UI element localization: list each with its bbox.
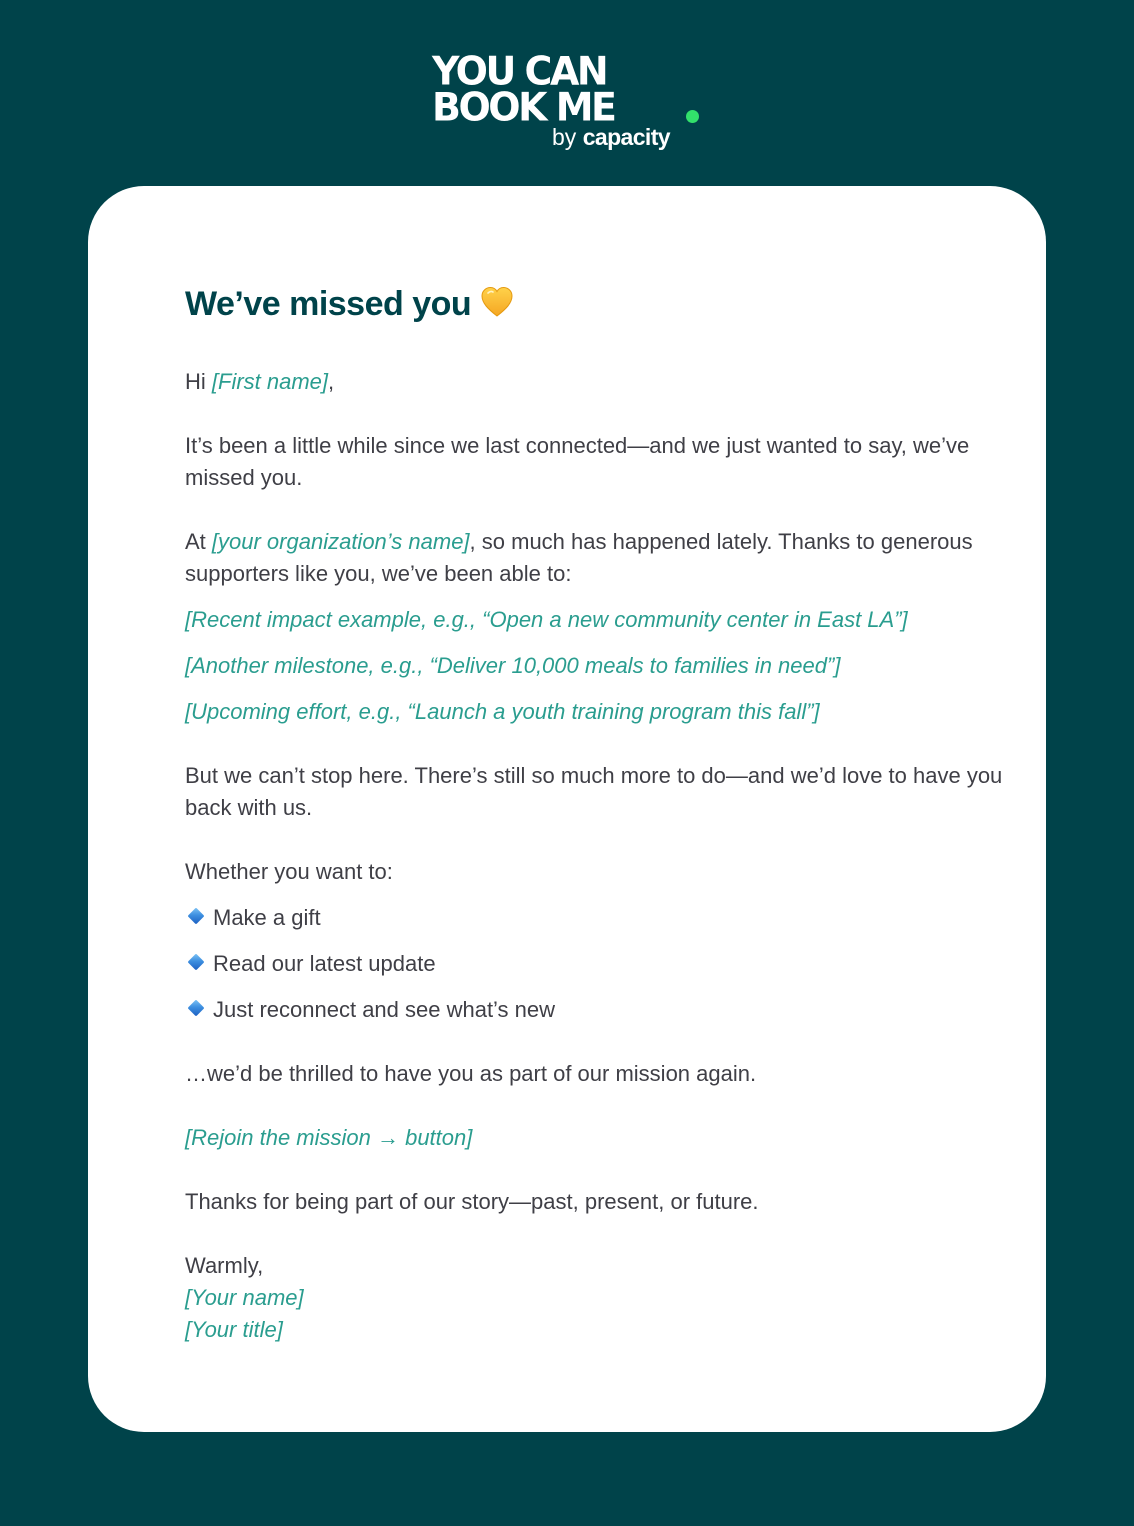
option-label: Just reconnect and see what’s new xyxy=(213,997,556,1022)
your-title-placeholder: [Your title] xyxy=(185,1317,283,1342)
option-item-2 xyxy=(185,948,1005,980)
impact-item-3: [Upcoming effort, e.g., “Launch a youth training program this fall”] xyxy=(185,699,820,724)
option-item-1 xyxy=(185,902,1005,934)
blue-diamond-icon xyxy=(188,1000,205,1017)
option-label: Make a gift xyxy=(213,905,321,930)
continue-paragraph: But we can’t stop here. There’s still so much more to do—and we’d love to have you back with us. xyxy=(185,763,1003,820)
logo-line-2: BOOK ME xyxy=(432,84,615,130)
intro-paragraph: It’s been a little while since we last connected—and we just wanted to say, we’ve missed you. xyxy=(185,433,970,490)
email-card xyxy=(88,186,1046,1432)
logo-by-text: by xyxy=(552,124,577,150)
first-name-placeholder: [First name] xyxy=(211,369,329,394)
thrilled-paragraph: …we’d be thrilled to have you as part of our mission again. xyxy=(185,1061,757,1086)
signoff: Warmly, xyxy=(185,1253,264,1278)
blue-diamond-icon xyxy=(188,954,205,971)
thanks-paragraph: Thanks for being part of our story—past, present, or future. xyxy=(185,1189,759,1214)
greeting xyxy=(185,366,1005,398)
org-paragraph xyxy=(185,526,1005,590)
greeting-prefix: Hi xyxy=(185,369,212,394)
impact-item-2: [Another milestone, e.g., “Deliver 10,000 meals to families in need”] xyxy=(185,653,841,678)
logo-by-capacity xyxy=(552,122,670,152)
logo-capacity-text: capacity xyxy=(582,124,670,150)
impact-item-1: [Recent impact example, e.g., “Open a new community center in East LA”] xyxy=(185,607,908,632)
yellow-heart-icon xyxy=(480,285,514,319)
email-heading xyxy=(185,282,1005,326)
org-suffix: , so much has happened lately. Thanks to generous supporters like you, we’ve been able to: xyxy=(185,529,973,586)
you-can-book-me-logo xyxy=(432,48,712,152)
your-name-placeholder: [Your name] xyxy=(185,1285,304,1310)
logo-line-1: YOU CAN xyxy=(432,48,607,94)
email-content xyxy=(185,282,1005,1346)
rejoin-mission-cta[interactable]: [Rejoin the mission → button] xyxy=(185,1125,473,1150)
org-name-placeholder: [your organization’s name] xyxy=(211,529,470,554)
whether-paragraph: Whether you want to: xyxy=(185,859,393,884)
org-prefix: At xyxy=(185,529,212,554)
logo-green-dot-icon xyxy=(686,110,699,123)
greeting-suffix: , xyxy=(328,369,335,394)
heading-text: We’ve missed you xyxy=(185,285,472,323)
blue-diamond-icon xyxy=(188,908,205,925)
signature-block xyxy=(185,1250,1005,1346)
option-label: Read our latest update xyxy=(213,951,436,976)
option-item-3 xyxy=(185,994,1005,1026)
